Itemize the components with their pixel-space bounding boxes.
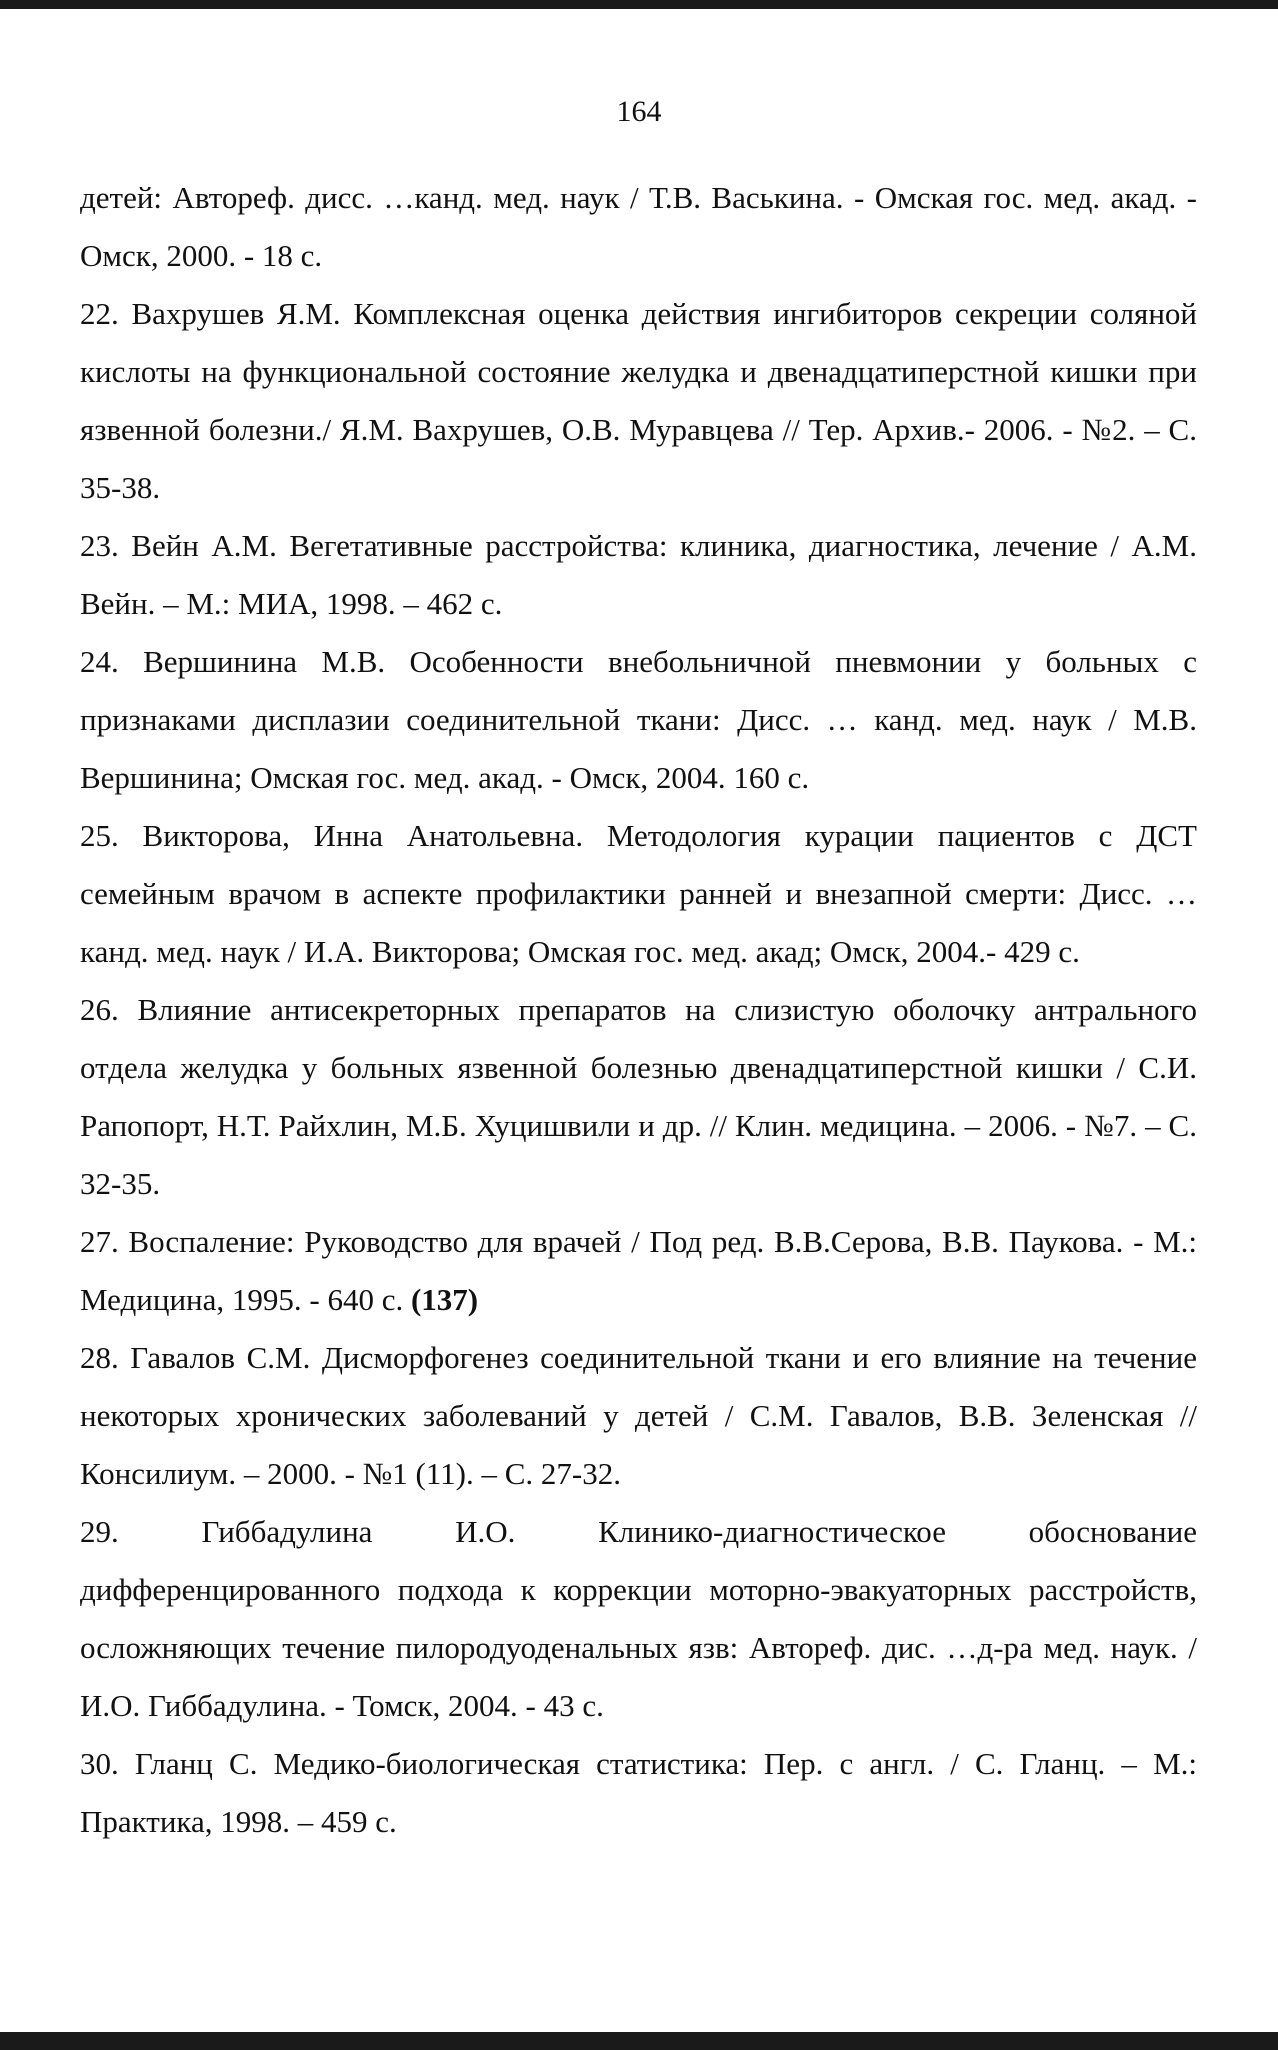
reference-item: [80, 633, 1197, 807]
reference-text: 26. Влияние антисекреторных препаратов на слизистую оболочку антрального отдела желудка у больных язвенной болезнью двенадцатиперстной кишки / С.И. Рапопорт, Н.Т. Райхлин, М.Б. Хуцишвили и др. // Клин. медицина. – 2006. - №7. – С. 32-35.: [80, 992, 1197, 1201]
scan-bottom-edge: [0, 2032, 1278, 2050]
reference-item: [80, 285, 1197, 517]
reference-text: 30. Гланц С. Медико-биологическая статистика: Пер. с англ. / С. Гланц. – М.: Практика, 1998. – 459 с.: [80, 1746, 1197, 1839]
reference-text: детей: Автореф. дисс. …канд. мед. наук / Т.В. Васькина. - Омская гос. мед. акад. - Омск, 2000. - 18 с.: [80, 180, 1197, 273]
reference-text: 28. Гавалов С.М. Дисморфогенез соединительной ткани и его влияние на течение некоторых хронических заболеваний у детей / С.М. Гавалов, В.В. Зеленская // Консилиум. – 2000. - №1 (11). – С. 27-32.: [80, 1340, 1197, 1491]
reference-item: [80, 1503, 1197, 1735]
reference-item: [80, 1735, 1197, 1851]
reference-text: 25. Викторова, Инна Анатольевна. Методология курации пациентов с ДСТ семейным врачом в аспекте профилактики ранней и внезапной смерти: Дисс. … канд. мед. наук / И.А. Викторова; Омская гос. мед. акад; Омск, 2004.- 429 с.: [80, 818, 1197, 969]
reference-item: [80, 807, 1197, 981]
reference-item: [80, 1213, 1197, 1329]
reference-text: 22. Вахрушев Я.М. Комплексная оценка действия ингибиторов секреции соляной кислоты на функциональной состояние желудка и двенадцатиперстной кишки при язвенной болезни./ Я.М. Вахрушев, О.В. Муравцева // Тер. Архив.- 2006. - №2. – С. 35-38.: [80, 296, 1197, 505]
reference-bold-note: (137): [410, 1282, 479, 1317]
reference-item: [80, 517, 1197, 633]
reference-item: [80, 1329, 1197, 1503]
reference-text: 27. Воспаление: Руководство для врачей / Под ред. В.В.Серова, В.В. Паукова. - М.: Медицина, 1995. - 640 с.: [80, 1224, 1197, 1317]
reference-text: 24. Вершинина М.В. Особенности внебольничной пневмонии у больных с признаками дисплазии соединительной ткани: Дисс. … канд. мед. наук / М.В. Вершинина; Омская гос. мед. акад. - Омск, 2004. 160 с.: [80, 644, 1197, 795]
scan-top-edge: [0, 0, 1278, 9]
reference-item: [80, 981, 1197, 1213]
reference-text: 29. Гиббадулина И.О. Клинико-диагностическое обоснование дифференцированного подхода к коррекции моторно-эвакуаторных расстройств, осложняющих течение пилородуоденальных язв: Автореф. дис. …д-ра мед. наук. / И.О. Гиббадулина. - Томск, 2004. - 43 с.: [80, 1514, 1197, 1723]
reference-item: [80, 169, 1197, 285]
reference-text: 23. Вейн А.М. Вегетативные расстройства: клиника, диагностика, лечение / А.М. Вейн. – М.: МИА, 1998. – 462 с.: [80, 528, 1197, 621]
page-number: 164: [616, 95, 662, 128]
reference-list: [80, 169, 1197, 1851]
